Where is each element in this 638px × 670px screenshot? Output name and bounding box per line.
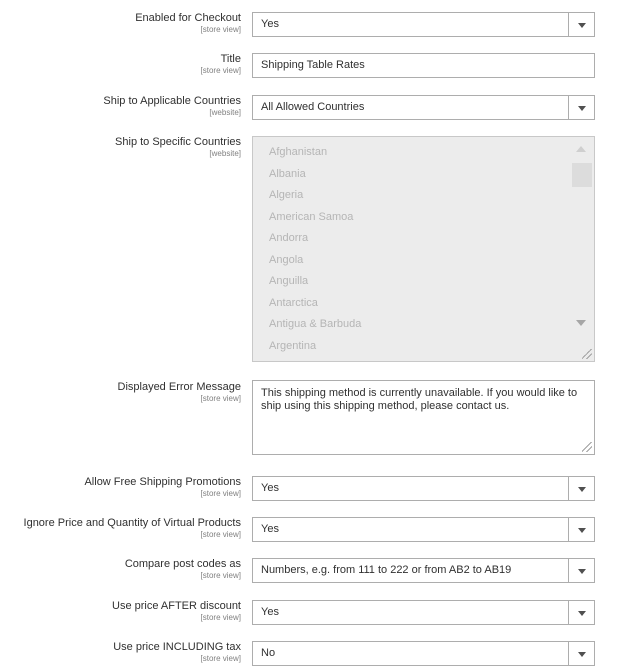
ship-to-applicable-countries-select[interactable] <box>252 95 595 120</box>
scope-note: [store view] <box>200 654 241 663</box>
country-option[interactable]: American Samoa <box>269 211 354 223</box>
chevron-down-icon[interactable] <box>568 477 594 500</box>
resize-grip-icon[interactable] <box>582 349 592 359</box>
country-option[interactable]: Antigua & Barbuda <box>269 318 362 330</box>
field-label-text: Ship to Specific Countries <box>115 136 241 148</box>
field-label-text: Displayed Error Message <box>117 381 241 393</box>
scroll-down-arrow-icon[interactable] <box>576 320 586 326</box>
field-label-text: Ship to Applicable Countries <box>103 95 241 107</box>
field-label-text: Ignore Price and Quantity of Virtual Products <box>23 517 241 529</box>
field-label <box>24 517 241 540</box>
select-value: Numbers, e.g. from 111 to 222 or from AB2 to AB19 <box>261 564 512 576</box>
field-label-text: Title <box>220 53 241 65</box>
country-option[interactable]: Afghanistan <box>269 146 328 158</box>
compare-post-codes-select[interactable] <box>252 558 595 583</box>
displayed-error-message-textarea[interactable] <box>252 380 595 455</box>
field-label-text: Compare post codes as <box>124 558 241 570</box>
chevron-down-icon[interactable] <box>568 13 594 36</box>
chevron-down-icon[interactable] <box>568 559 594 582</box>
use-price-including-tax-select[interactable] <box>252 641 595 666</box>
field-label-text: Use price INCLUDING tax <box>113 641 241 653</box>
textarea-value: This shipping method is currently unavailable. If you would like to ship using this shipping method, please contact us. <box>261 387 578 412</box>
ignore-virtual-products-select[interactable] <box>252 517 595 542</box>
country-option[interactable]: Andorra <box>269 232 309 244</box>
ship-to-specific-countries-multiselect[interactable] <box>252 136 595 362</box>
country-option[interactable]: Argentina <box>269 340 317 352</box>
chevron-down-icon[interactable] <box>568 96 594 119</box>
field-label <box>112 600 241 623</box>
scope-note: [store view] <box>200 571 241 580</box>
field-label <box>113 641 241 664</box>
field-label-text: Use price AFTER discount <box>112 600 241 612</box>
scroll-up-arrow-icon[interactable] <box>576 146 586 152</box>
allow-free-shipping-promotions-select[interactable] <box>252 476 595 501</box>
scope-note: [store view] <box>200 66 241 75</box>
field-label <box>103 95 241 118</box>
scope-note: [website] <box>209 108 241 117</box>
use-price-after-discount-select[interactable] <box>252 600 595 625</box>
title-input[interactable] <box>252 53 595 78</box>
country-option[interactable]: Albania <box>269 168 306 180</box>
field-label <box>118 381 242 404</box>
scrollbar-thumb[interactable] <box>572 163 592 187</box>
enabled-for-checkout-select[interactable] <box>252 12 595 37</box>
field-label-text: Allow Free Shipping Promotions <box>84 476 241 488</box>
chevron-down-icon[interactable] <box>568 518 594 541</box>
select-value: All Allowed Countries <box>261 101 365 113</box>
field-label <box>135 12 241 35</box>
country-option[interactable]: Antarctica <box>269 297 318 309</box>
field-label-text: Enabled for Checkout <box>135 12 241 24</box>
chevron-down-icon[interactable] <box>568 601 594 624</box>
select-value: Yes <box>261 606 279 618</box>
select-value: No <box>261 647 276 659</box>
scope-note: [store view] <box>200 25 241 34</box>
field-label <box>115 136 241 159</box>
select-value: Yes <box>261 482 279 494</box>
scope-note: [store view] <box>200 530 241 539</box>
scope-note: [website] <box>209 149 241 158</box>
chevron-down-icon[interactable] <box>568 642 594 665</box>
field-label <box>84 476 241 499</box>
select-value: Yes <box>261 18 279 30</box>
field-label <box>125 558 241 581</box>
country-option[interactable]: Algeria <box>269 189 304 201</box>
input-value: Shipping Table Rates <box>261 59 365 71</box>
scope-note: [store view] <box>200 394 241 403</box>
scope-note: [store view] <box>200 489 241 498</box>
country-option[interactable]: Angola <box>269 254 304 266</box>
select-value: Yes <box>261 523 279 535</box>
scope-note: [store view] <box>200 613 241 622</box>
field-label <box>201 53 241 76</box>
resize-grip-icon[interactable] <box>582 442 592 452</box>
country-option[interactable]: Anguilla <box>269 275 309 287</box>
